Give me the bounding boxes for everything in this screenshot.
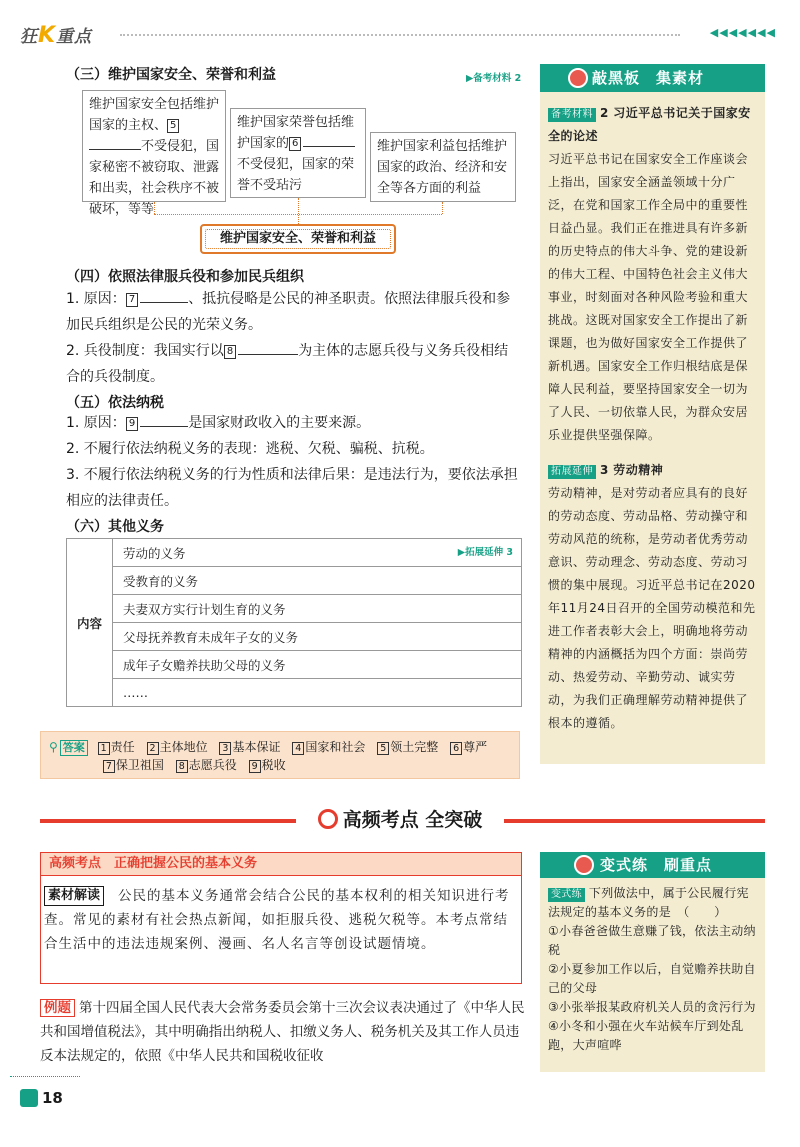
- material-block: 备考材料 2 习近平总书记关于国家安全的论述: [548, 106, 751, 143]
- connector: [442, 202, 443, 214]
- concept-box-honor: 维护国家荣誉包括维护国家的 6不受侵犯，国家的荣誉不受玷污: [230, 108, 366, 198]
- material-text: 习近平总书记在国家安全工作座谈会上指出，国家安全涵盖领域十分广泛，在党和国家工作全局中的重要性日益凸显。我们正在推进具有许多新的历史特点的伟大斗争、党的建设新的伟大工程、中国特色社会主义伟大事业，时刻面对各种风险考验和重大挑战。这既对国家安全工作提出了新课题，也为做好国家安全工作提供了新机遇。国家安全工作归根结底是保障人民利益，要坚持国家安全一切为了人民、一切依靠人民，为群众安居乐业提供坚强保障。: [548, 152, 749, 442]
- sec5-item3: 3. 不履行依法纳税义务的行为性质和法律后果：是违法行为，要依法承担相应的法律责任。: [66, 467, 518, 509]
- practice-content: [548, 884, 760, 1055]
- practice-question: 变式练 下列做法中，属于公民履行宪法规定的基本义务的是 （ ）: [548, 886, 749, 919]
- sec5-item1: 1. 原因： 9 是国家财政收入的主要来源。: [66, 415, 371, 431]
- summary-pill: 维护国家安全、荣誉和利益: [200, 224, 396, 254]
- sidebar-header: 敲黑板 集素材: [540, 64, 765, 92]
- answer-label: ⚲ 答案: [49, 740, 88, 754]
- material-title: 习近平总书记关于国家安全的论述: [548, 106, 751, 143]
- header-dots: [120, 34, 680, 36]
- page-icon: [20, 1089, 38, 1107]
- sidebar-materials: [540, 64, 765, 764]
- student-icon: [574, 855, 594, 875]
- practice-option: ③小张举报某政府机关人员的贪污行为: [548, 1000, 756, 1014]
- answer-item: 9 税收: [249, 758, 286, 772]
- connector: [154, 214, 442, 215]
- duties-label: 内容: [67, 539, 113, 707]
- example-question: 例题 第十四届全国人民代表大会常务委员会第十三次会议表决通过了《中华人民共和国增值税法》，其中明确指出纳税人、扣缴义务人、税务机关及其工作人员违反本法规定的，依照《中华人民共和国税收征收: [40, 1000, 525, 1064]
- table-row: ……: [113, 679, 522, 707]
- sec4-item2: 2. 兵役制度：我国实行以 8 为主体的志愿兵役与义务兵役相结合的兵役制度。: [66, 343, 509, 385]
- material-label: 素材解读: [44, 886, 104, 906]
- answer-item: 1 责任: [98, 740, 135, 754]
- connector: [298, 198, 299, 224]
- banner-title: 高频考点 全突破: [296, 806, 504, 834]
- footer-dots: [10, 1076, 80, 1077]
- duties-table: [66, 538, 522, 707]
- material-block: 拓展延伸 3 劳动精神: [548, 459, 760, 482]
- practice-header: 变式练 刷重点: [540, 852, 765, 878]
- header-arrows-icon: ◀◀◀◀◀◀◀: [709, 26, 776, 39]
- sidebar-content: [548, 102, 760, 735]
- material-badge: 备考材料: [548, 108, 596, 122]
- material-interpretation: 公民的基本义务通常会结合公民的基本权利的相关知识进行考查。常见的素材有社会热点新闻，如拒服兵役、逃税欠税等。本考点常结合生活中的违法违规案例、漫画、名人名言等创设试题情境。: [44, 888, 510, 952]
- sec5-item2: 2. 不履行依法纳税义务的表现：逃税、欠税、骗税、抗税。: [66, 441, 434, 457]
- example-label: 例题: [40, 999, 75, 1017]
- teacher-icon: [568, 68, 588, 88]
- table-row: 成年子女赡养扶助父母的义务: [113, 651, 522, 679]
- table-row: 劳动的义务 ▶拓展延伸 3: [113, 539, 522, 567]
- page-header: [20, 18, 780, 54]
- answer-item: 4 国家和社会: [292, 740, 365, 754]
- sec3-heading: （三）维护国家安全、荣誉和利益: [66, 67, 276, 83]
- sec6-ref-tag: ▶拓展延伸 3: [457, 546, 513, 558]
- table-row: 夫妻双方实行计划生育的义务: [113, 595, 522, 623]
- answer-item: 6 尊严: [450, 740, 487, 754]
- answer-box: [40, 731, 520, 779]
- practice-option: ②小夏参加工作以后，自觉赡养扶助自己的父母: [548, 962, 756, 995]
- sec5-heading: （五）依法纳税: [66, 395, 164, 411]
- brand-logo: 狂K重点: [20, 23, 93, 48]
- practice-option: ①小春爸爸做生意赚了钱，依法主动纳税: [548, 924, 756, 957]
- topic-bar: 高频考点 正确把握公民的基本义务: [40, 852, 522, 876]
- answer-item: 7 保卫祖国: [103, 758, 164, 772]
- sec3-ref-tag: ▶备考材料 2: [466, 73, 522, 84]
- concept-box-security: 维护国家安全包括维护国家的主权、 5不受侵犯，国家秘密不被窃取、泄露和出卖，社会秩序不被破坏，等等: [82, 90, 226, 202]
- sec4-heading: （四）依照法律服兵役和参加民兵组织: [66, 269, 304, 285]
- concept-box-interest: 维护国家利益包括维护国家的政治、经济和安全等各方面的利益: [370, 132, 516, 202]
- page-number: 18: [20, 1083, 68, 1113]
- material-text: 劳动精神，是对劳动者应具有的良好的劳动态度、劳动品格、劳动操守和劳动风范的统称，是劳动者优秀劳动意识、劳动理念、劳动态度、劳动习惯的集中展现。习近平总书记在2020年11月24日召开的全国劳动模范和先进工作者表彰大会上，明确地将劳动精神的内涵概括为四个方面：崇尚劳动、热爱劳动、辛勤劳动、诚实劳动，为我们正确理解劳动精神提供了根本的遵循。: [548, 486, 756, 730]
- practice-panel: [540, 852, 765, 1072]
- target-icon: [318, 809, 338, 829]
- answer-item: 5 领土完整: [377, 740, 438, 754]
- answer-item: 3 基本保证: [219, 740, 280, 754]
- material-title: 劳动精神: [613, 463, 664, 477]
- sec4-item1: 1. 原因： 7 、抵抗侵略是公民的神圣职责。依照法律服兵役和参加民兵组织是公民的光荣义务。: [66, 291, 511, 333]
- connector: [154, 202, 155, 214]
- practice-option: ④小冬和小强在火车站候车厅到处乱跑，大声喧哗: [548, 1019, 744, 1052]
- table-row: 父母抚养教育未成年子女的义务: [113, 623, 522, 651]
- sec6-heading: （六）其他义务: [66, 519, 164, 535]
- material-badge: 拓展延伸: [548, 465, 596, 479]
- table-row: 受教育的义务: [113, 567, 522, 595]
- answer-item: 8 志愿兵役: [176, 758, 237, 772]
- answer-item: 2 主体地位: [147, 740, 208, 754]
